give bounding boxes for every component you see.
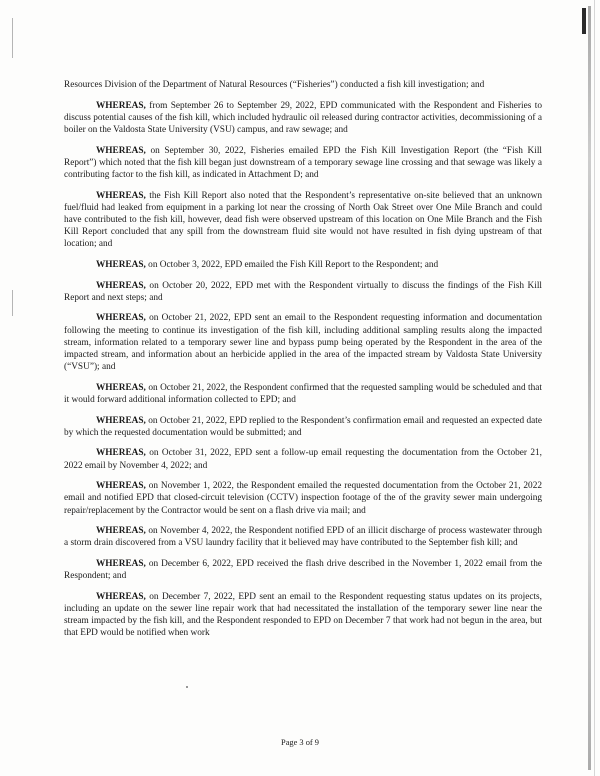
page-number-separator: of	[303, 738, 315, 747]
paragraph-text: on December 6, 2022, EPD received the flash drive described in the November 1, 2022 email from the Respondent; and	[64, 558, 542, 582]
paragraph	[64, 558, 542, 582]
scan-edge-line	[594, 0, 595, 776]
paragraph-lead: WHEREAS,	[96, 415, 146, 426]
paragraph-text: on October 31, 2022, EPD sent a follow-up email requesting the documentation from the October 21, 2022 email by November 4, 2022; and	[64, 448, 542, 471]
paragraph-lead: WHEREAS,	[96, 526, 146, 537]
paragraph-text: on October 20, 2022, EPD met with the Respondent virtually to discuss the findings of the Fish Kill Report and next steps; and	[64, 280, 542, 303]
paragraph-lead: WHEREAS,	[96, 448, 146, 459]
paragraph-text: on October 21, 2022, the Respondent confirmed that the requested sampling would be scheduled and that it would forward additional information collected to EPD; and	[64, 382, 542, 405]
paragraph	[64, 190, 542, 251]
paragraph	[64, 259, 542, 271]
scan-mark	[12, 18, 13, 58]
paragraph-lead: WHEREAS,	[96, 481, 146, 492]
paragraph-lead: WHEREAS,	[96, 260, 146, 270]
paragraph-text: on September 30, 2022, Fisheries emailed EPD the Fish Kill Investigation Report (the “Fish Kill Report”) which noted that the fish kill began just downstream of a temporary sewage line crossing and that sewage was likely a contributing factor to the fish kill, as indicated in Attachment D; and	[64, 145, 542, 180]
paragraph-lead: WHEREAS,	[96, 100, 146, 111]
paragraph-lead: WHEREAS,	[96, 190, 146, 201]
paragraph-text: on October 21, 2022, EPD replied to the Respondent’s confirmation email and requested an expected date by which the requested documentation would be submitted; and	[64, 415, 542, 438]
paragraph-text: from September 26 to September 29, 2022, EPD communicated with the Respondent and Fisheries to discuss potential causes of the fish kill, which included hydraulic oil released during contractor activities, decommissioning of a boiler on the Valdosta State University (VSU) campus, and raw sewage; and	[64, 100, 542, 135]
paragraph	[64, 280, 542, 304]
page-number-footer	[0, 738, 600, 747]
page-number-prefix: Page	[281, 738, 300, 747]
paragraph-text: on November 1, 2022, the Respondent emailed the requested documentation from the October 21, 2022 email and notified EPD that closed-circuit television (CCTV) inspection footage of the of the gravity sewer main undergoing repair/replacement by the Contractor would be sent on a flash drive via mail; and	[64, 481, 542, 516]
paragraph	[64, 79, 542, 91]
page-number-total: 9	[314, 738, 319, 747]
paragraph-text: on December 7, 2022, EPD sent an email to the Respondent requesting status updates on its projects, including an update on the sewer line repair work that had necessitated the installation of the temporary sewer line near the stream impacted by the fish kill, and the Respondent responded to EPD on December 7 that work had not begun in the area, but that EPD would be notified when work	[64, 591, 542, 639]
paragraph	[64, 312, 542, 373]
scan-mark	[582, 8, 586, 34]
paragraph-lead: WHEREAS,	[96, 558, 146, 569]
scan-edge-shadow	[588, 6, 591, 770]
document-body	[64, 79, 542, 648]
scan-speck	[186, 686, 188, 688]
paragraph-lead: WHEREAS,	[96, 591, 146, 602]
paragraph	[64, 145, 542, 182]
paragraph	[64, 415, 542, 439]
paragraph	[64, 480, 542, 517]
paragraph-text: Resources Division of the Department of Natural Resources (“Fisheries”) conducted a fish kill investigation; and	[64, 80, 485, 90]
paragraph	[64, 591, 542, 640]
paragraph-text: on October 3, 2022, EPD emailed the Fish Kill Report to the Respondent; and	[145, 260, 439, 270]
paragraph-lead: WHEREAS,	[96, 280, 146, 291]
paragraph	[64, 382, 542, 406]
paragraph	[64, 100, 542, 137]
paragraph	[64, 447, 542, 471]
paragraph-lead: WHEREAS,	[96, 382, 146, 393]
paragraph-lead: WHEREAS,	[96, 145, 146, 156]
paragraph-text: on November 4, 2022, the Respondent notified EPD of an illicit discharge of process wastewater through a storm drain discovered from a VSU laundry facility that it believed may have contributed to the September fish kill; and	[64, 526, 542, 549]
page-number-current: 3	[299, 738, 304, 747]
paragraph-text: the Fish Kill Report also noted that the Respondent’s representative on-site believed that an unknown fuel/fluid had leaked from equipment in a parking lot near the crossing of North Oak Street over One Mile Branch and could have contributed to the fish kill, however, dead fish were observed upstream of this location on One Mile Branch and the Fish Kill Report concluded that any spill from the downstream fluid site would not have resulted in fish dying upstream of that location; and	[64, 190, 542, 250]
paragraph-text: on October 21, 2022, EPD sent an email to the Respondent requesting information and documentation following the meeting to continue its investigation of the fish kill, including additional sampling results along the impacted stream, information related to a temporary sewer line and bypass pump being operated by the Respondent in the area of the impacted stream, and information about an herbicide applied in the area of the impacted stream by Valdosta State University (“VSU”); and	[64, 313, 542, 373]
paragraph	[64, 525, 542, 549]
scan-mark	[12, 290, 13, 316]
paragraph-lead: WHEREAS,	[96, 313, 146, 324]
